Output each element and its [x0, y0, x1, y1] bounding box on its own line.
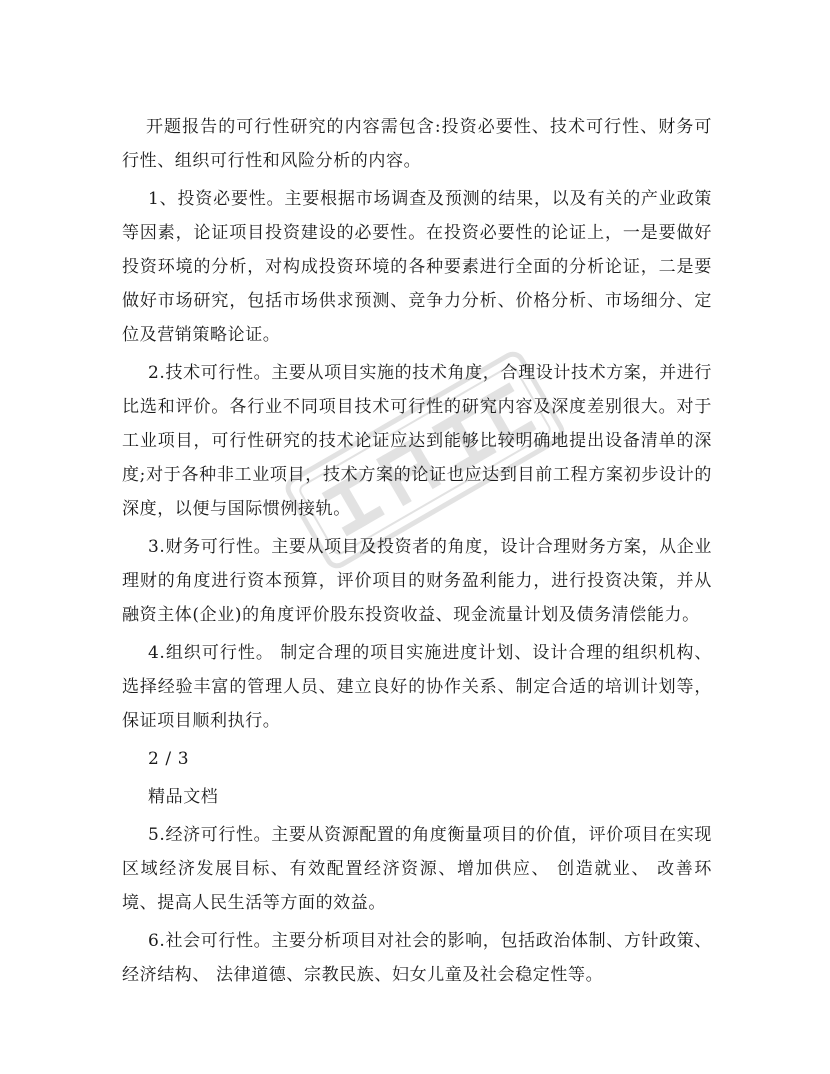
paragraph-intro: 开题报告的可行性研究的内容需包含:投资必要性、技术可行性、财务可行性、组织可行性和风险分析的内容。 [122, 117, 712, 171]
footer-label: 精品文档 [148, 787, 219, 807]
paragraph-organizational-feasibility: 4.组织可行性。 制定合理的项目实施进度计划、设计合理的组织机构、选择经验丰富的管理人员、建立良好的协作关系、制定合适的培训计划等， 保证项目顺利执行。 [122, 643, 712, 731]
paragraph-financial-feasibility: 3.财务可行性。主要从项目及投资者的角度，设计合理财务方案，从企业理财的角度进行资本预算，评价项目的财务盈利能力，进行投资决策，并从融资主体(企业)的角度评价股东投资收益、现金流量计划及债务清偿能力。 [122, 537, 712, 625]
page-number: 2 / 3 [148, 749, 190, 769]
paragraph-economic-feasibility: 5.经济可行性。主要从资源配置的角度衡量项目的价值，评价项目在实现区域经济发展目标、有效配置经济资源、增加供应、 创造就业、 改善环境、提高人民生活等方面的效益。 [122, 825, 712, 913]
document-body [122, 110, 712, 996]
paragraph-social-feasibility: 6.社会可行性。主要分析项目对社会的影响，包括政治体制、方针政策、 经济结构、 法律道德、宗教民族、妇女儿童及社会稳定性等。 [122, 931, 712, 985]
paragraph-technical-feasibility: 2.技术可行性。主要从项目实施的技术角度，合理设计技术方案，并进行比选和评价。各行业不同项目技术可行性的研究内容及深度差别很大。对于工业项目，可行性研究的技术论证应达到能够比较明确地提出设备清单的深度;对于各种非工业项目，技术方案的论证也应达到目前工程方案初步设计的深度，以便与国际惯例接轨。 [122, 363, 712, 519]
paragraph-investment-necessity: 1、投资必要性。主要根据市场调查及预测的结果，以及有关的产业政策等因素，论证项目投资建设的必要性。在投资必要性的论证上，一是要做好投资环境的分析，对构成投资环境的各种要素进行全面的分析论证，二是要做好市场研究，包括市场供求预测、竞争力分析、价格分析、市场细分、定位及营销策略论证。 [122, 189, 712, 345]
